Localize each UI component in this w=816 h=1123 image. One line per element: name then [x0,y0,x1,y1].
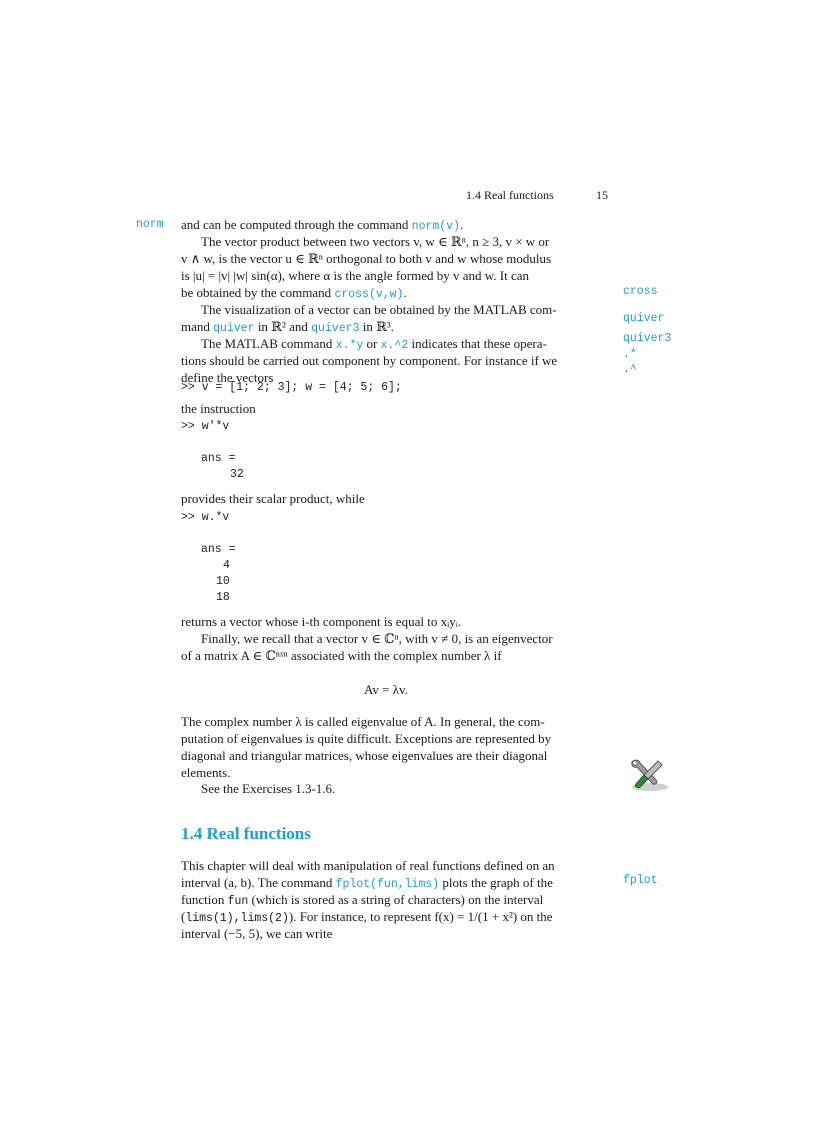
code-output: 10 [216,575,230,588]
text-line: (lims(1),lims(2)). For instance, to represent f(x) = 1/(1 + x²) on the [181,909,553,925]
equation: Av = λv. [364,682,408,697]
margin-note-fplot: fplot [623,874,658,887]
text-line: be obtained by the command cross(v,w). [181,285,407,301]
code-output: 18 [216,591,230,604]
text-line: tions should be carried out component by component. For instance if we [181,353,558,368]
margin-note-quiver3: quiver3 [623,332,672,345]
code-line: >> w'*v [181,420,230,433]
text-line: The visualization of a vector can be obtained by the MATLAB com- [201,302,557,317]
margin-note-cross: cross [623,285,658,298]
text-line: diagonal and triangular matrices, whose eigenvalues are their diagonal [181,748,548,763]
code-line: >> v = [1; 2; 3]; w = [4; 5; 6]; [181,381,402,394]
inline-command: norm(v) [411,220,460,233]
text-line: putation of eigenvalues is quite difficult. Exceptions are represented by [181,731,552,746]
code-output: ans = [201,452,236,465]
inline-command: x.^2 [380,339,409,352]
margin-note-norm: norm [136,218,164,231]
see-exercises: See the Exercises 1.3-1.6. [201,781,336,796]
inline-command: x.*y [335,339,364,352]
text-line: is |u| = |v| |w| sin(α), where α is the angle formed by v and w. It can [181,268,530,283]
margin-note-elementwise-power: .^ [623,363,637,376]
text-line: returns a vector whose i-th component is equal to xᵢyᵢ. [181,614,462,629]
inline-command: cross(v,w) [334,288,404,301]
margin-note-quiver: quiver [623,312,665,325]
text-line: interval (−5, 5), we can write [181,926,333,941]
code-output: 4 [223,559,230,572]
text-line: define the vectors [181,370,274,385]
text-line: Finally, we recall that a vector v ∈ ℂⁿ, with v ≠ 0, is an eigenvector [201,631,553,646]
inline-command: quiver [213,322,255,335]
running-header-page-number: 15 [596,188,608,202]
code-output: 32 [230,468,244,481]
text-line: The vector product between two vectors v, w ∈ ℝⁿ, n ≥ 3, v × w or [201,234,550,249]
text-line: This chapter will deal with manipulation of real functions defined on an [181,858,555,873]
text-line: provides their scalar product, while [181,491,365,506]
text-line: and can be computed through the command norm(v). [181,217,464,233]
text-line: v ∧ w, is the vector u ∈ ℝⁿ orthogonal to both v and w whose modulus [181,251,552,266]
margin-note-elementwise-mult: .* [623,348,637,361]
tools-icon [626,756,670,792]
inline-command: fplot(fun,lims) [335,878,440,891]
text-line: elements. [181,765,231,780]
text-line: The MATLAB command x.*y or x.^2 indicates that these opera- [201,336,547,352]
text-line: of a matrix A ∈ ℂⁿˣⁿ associated with the complex number λ if [181,648,502,663]
text-line: the instruction [181,401,256,416]
text-line: mand quiver in ℝ² and quiver3 in ℝ³. [181,319,395,335]
text-line: interval (a, b). The command fplot(fun,lims) plots the graph of the [181,875,553,891]
text-line: The complex number λ is called eigenvalue of A. In general, the com- [181,714,545,729]
running-header-section: 1.4 Real functions [466,188,554,202]
code-output: ans = [201,543,236,556]
text-line: function fun (which is stored as a string of characters) on the interval [181,892,544,908]
section-heading: 1.4 Real functions [181,824,311,843]
inline-code: lims(1),lims(2) [185,912,289,925]
inline-command: quiver3 [311,322,360,335]
inline-code: fun [227,895,249,908]
code-line: >> w.*v [181,511,230,524]
